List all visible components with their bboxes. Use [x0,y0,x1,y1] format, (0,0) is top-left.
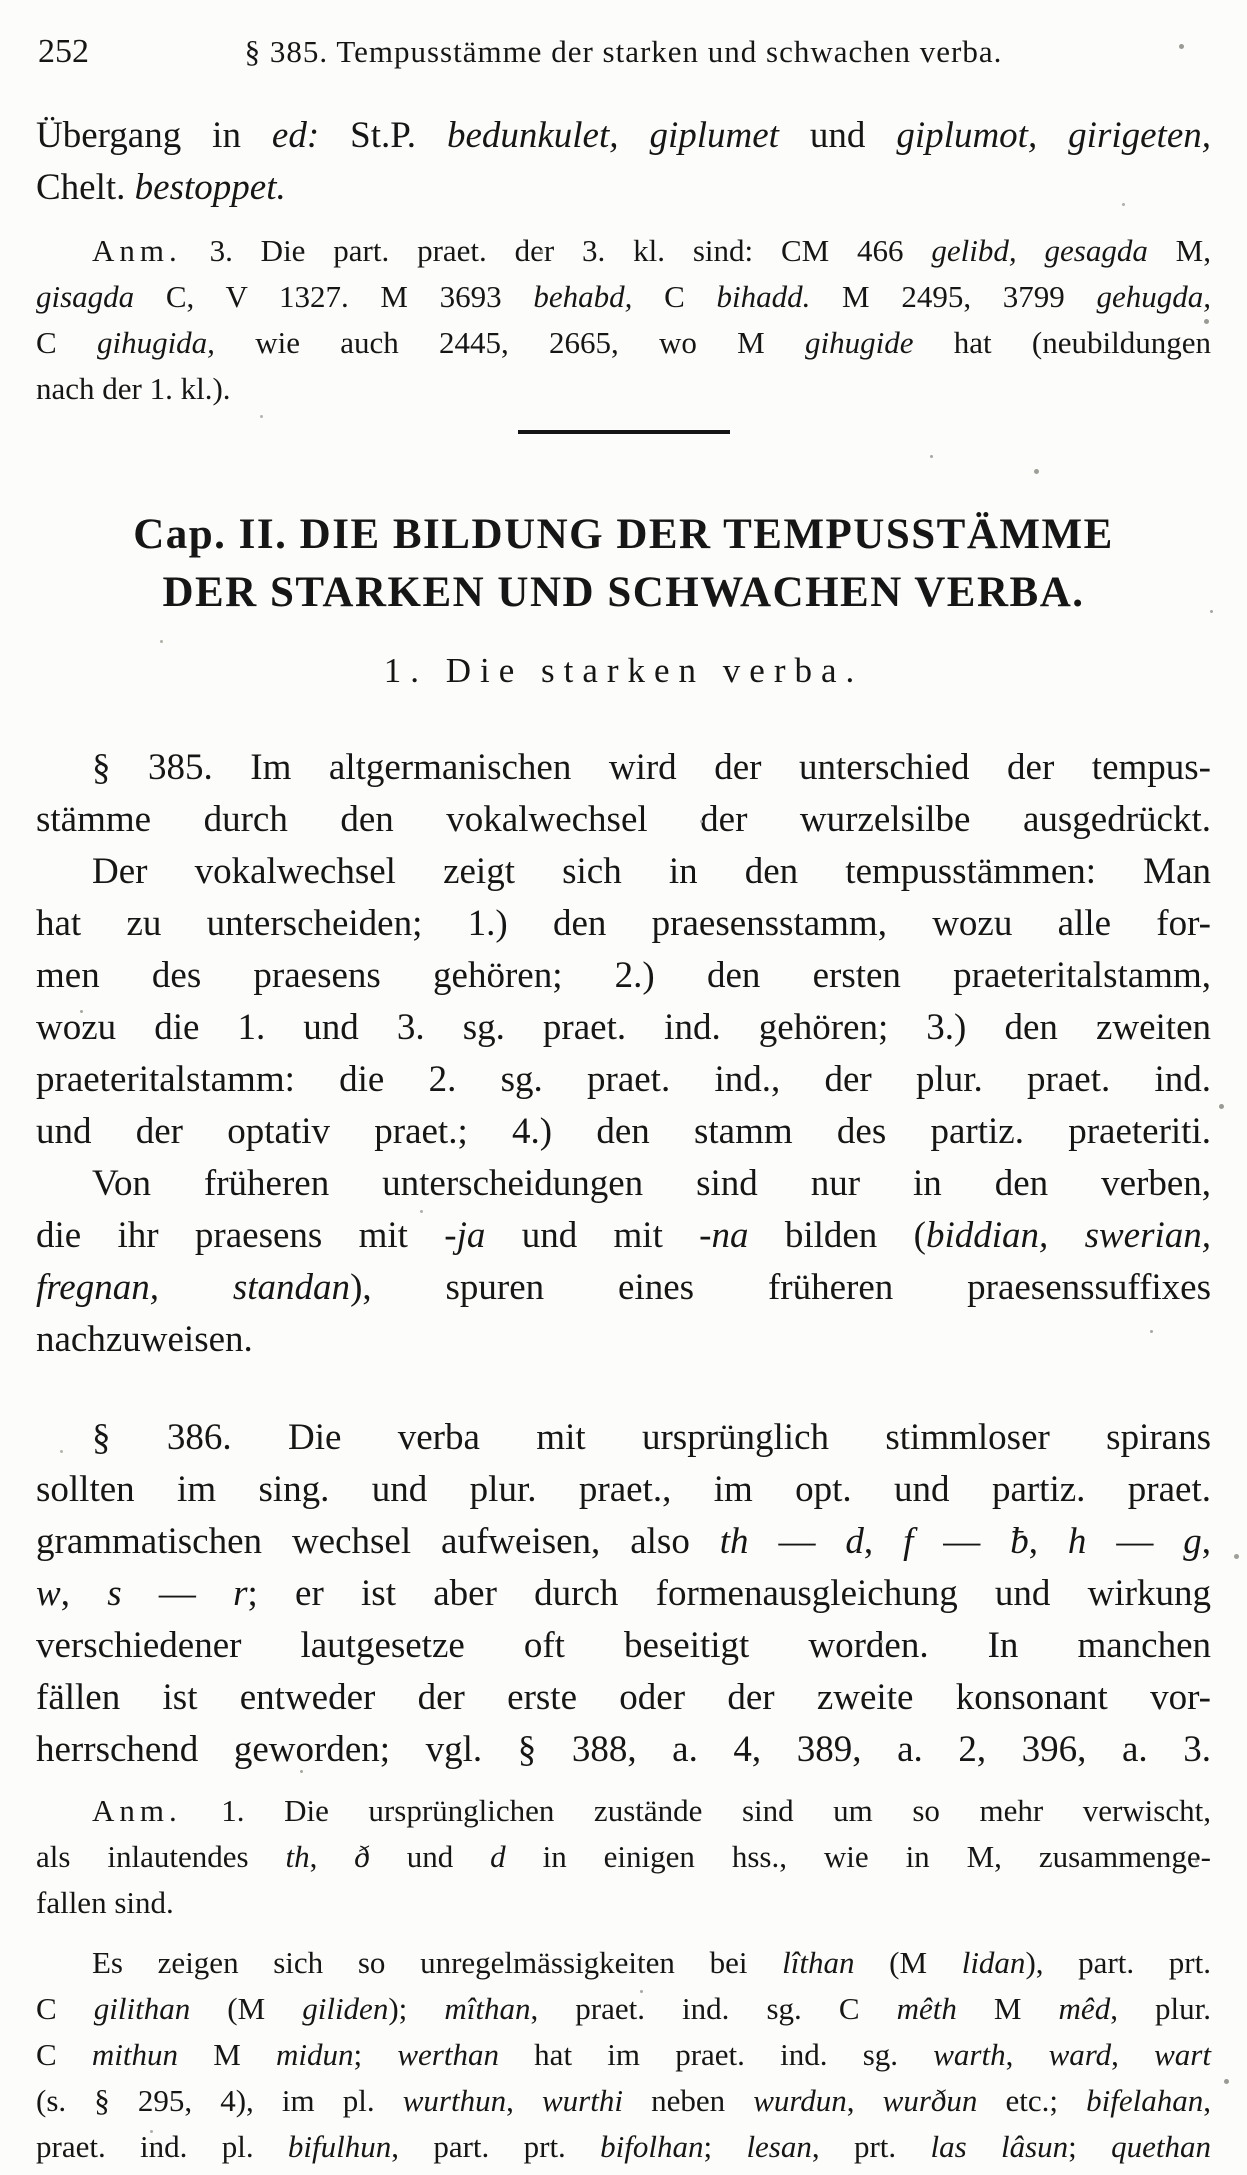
italic-term: ƀ [1010,1521,1029,1562]
page-number: 252 [38,33,89,70]
italic-term: giplumot, [896,115,1038,156]
text-run: § 386. Die verba mit ursprünglich stimmloser spirans [92,1417,1211,1458]
italic-term: quethan [1111,2129,1211,2164]
text-line [36,320,1211,366]
text-run: , praet. ind. sg. C [530,1991,897,2026]
text-run: , [1111,2037,1155,2072]
italic-term: wurðun [882,2083,978,2118]
text-line [36,950,1211,1002]
text-run: men des praesens gehören; 2.) den ersten praeteritalstamm, [36,955,1211,996]
text-run: M [178,2037,277,2072]
text-run [619,115,650,156]
text-line [36,1106,1211,1158]
text-run: ; [703,2129,747,2164]
text-run: St.P. [319,115,447,156]
text-run: C, V 1327. M 3693 [134,279,534,314]
text-run: M [956,1991,1059,2026]
italic-term: w [36,1573,61,1614]
text-run: praeteritalstamm: die 2. sg. praet. ind., der plur. praet. ind. [36,1059,1211,1100]
text-run: ), part. prt. [1025,1945,1211,1980]
text-run: Es zeigen sich so unregelmässigkeiten bei [92,1945,783,1980]
text-run: in einigen hss., wie in M, zusammenge- [505,1839,1212,1874]
text-run: , part. prt. [391,2129,601,2164]
text-line [36,1788,1211,1834]
text-run: , plur. [1110,1991,1211,2026]
text-run: sollten im sing. und plur. praet., im opt. und partiz. praet. [36,1469,1211,1510]
text-line [36,1210,1211,1262]
italic-term: gisagda [36,279,135,314]
text-run: ; er ist aber durch formenausgleichung und wirkung [247,1573,1212,1614]
text-run: neben [622,2083,754,2118]
text-line [36,846,1211,898]
text-line [36,1516,1211,1568]
text-run: , [309,1839,355,1874]
italic-term: s [107,1573,122,1614]
italic-term: wurthi [541,2083,623,2118]
text-run: nach der 1. kl.). [36,371,231,406]
text-run: C [36,2037,92,2072]
text-line [36,1464,1211,1516]
text-run: stämme durch den vokalwechsel der wurzelsilbe ausgedrückt. [36,799,1211,840]
italic-term: standan [232,1267,351,1308]
text-line [36,742,1211,794]
italic-term: g [1183,1521,1202,1562]
text-line [36,1412,1211,1464]
text-run: (M [854,1945,962,1980]
text-run: wie auch 2445, 2665, wo M [214,325,806,360]
text-line [36,1002,1211,1054]
text-run: M, [1147,233,1211,268]
italic-term: warth [933,2037,1006,2072]
italic-term: bifolhan [600,2129,704,2164]
text-line [36,898,1211,950]
text-run: — [913,1521,1011,1562]
text-run: Anm. [92,233,182,268]
italic-term: lidan [961,1945,1026,1980]
text-run: Übergang in [36,115,272,156]
italic-term: giliden [302,1991,389,2026]
text-line [36,1158,1211,1210]
text-run: verschiedener lautgesetze oft beseitigt worden. In manchen [36,1625,1211,1666]
text-line [36,1672,1211,1724]
text-line [36,162,1211,214]
italic-term: d [490,1839,506,1874]
text-run: Von früheren unterscheidungen sind nur in den verben, [92,1163,1211,1204]
italic-term: swerian, [1084,1215,1211,1256]
text-run: C [632,279,717,314]
text-run: 3. Die part. praet. der 3. kl. sind: CM 466 [181,233,932,268]
italic-term: gihugida, [96,325,215,360]
text-run: , [1005,2037,1049,2072]
text-run: — [121,1573,234,1614]
italic-term: wurthun [402,2083,507,2118]
italic-term: wurdun [753,2083,847,2118]
italic-term: lesan [746,2129,812,2164]
text-run: fällen ist entweder der erste oder der zweite konsonant vor- [36,1677,1211,1718]
text-run: Anm. [92,1793,182,1828]
text-run [159,1267,233,1308]
text-run: nachzuweisen. [36,1319,253,1360]
text-run: 1. Die ursprünglichen zustände sind um so mehr verwischt, [181,1793,1211,1828]
text-run: C [36,325,97,360]
text-run: — [748,1521,846,1562]
italic-term: lîthan [782,1945,855,1980]
italic-term: f [903,1521,914,1562]
text-line [36,1568,1211,1620]
paragraph [36,742,1211,846]
text-run: praet. ind. pl. [36,2129,288,2164]
italic-term: -na [699,1215,749,1256]
italic-term: las lâsun [930,2129,1069,2164]
text-line [36,1986,1211,2032]
text-run: und [369,1839,491,1874]
italic-term: gilithan [93,1991,191,2026]
text-run: , [1201,1521,1212,1562]
text-run: als inlautendes [36,1839,286,1874]
italic-term: wart [1154,2037,1211,2072]
italic-term: bestoppet. [134,167,286,208]
text-line [36,1314,1211,1366]
text-line [36,1724,1211,1776]
text-run: fallen sind. [36,1885,174,1920]
chapter-heading [36,506,1211,622]
paragraph [36,110,1211,214]
running-head: § 385. Tempusstämme der starken und schwachen verba. [244,34,1003,69]
text-run: ; [1068,2129,1112,2164]
text-run: und [778,115,897,156]
text-run: , [1203,2083,1212,2118]
italic-term: midun [276,2037,354,2072]
text-run: ; [353,2037,398,2072]
page-header [36,28,1211,76]
italic-term: gehugda, [1096,279,1211,314]
italic-term: ward [1048,2037,1112,2072]
body-text [36,110,1211,2170]
text-run: hat (neubildungen [913,325,1211,360]
text-run: — [1086,1521,1184,1562]
text-run: (M [190,1991,303,2026]
text-line [36,2078,1211,2124]
italic-term: gihugide [805,325,914,360]
text-run: ), spuren eines früheren praesenssuffixes [350,1267,1212,1308]
paragraph [36,1158,1211,1366]
italic-term: gesagda [1044,233,1148,268]
text-line [36,1054,1211,1106]
text-run: ); [388,1991,445,2026]
paragraph [36,1940,1211,2170]
italic-term: giplumet [649,115,779,156]
text-run: und mit [485,1215,700,1256]
text-run: herrschend geworden; vgl. § 388, a. 4, 389, a. 2, 396, a. 3. [36,1729,1211,1770]
italic-term: mêth [896,1991,957,2026]
text-run: , [1028,1521,1068,1562]
text-line [36,1262,1211,1314]
text-run: , [846,2083,883,2118]
chapter-heading-line: DER STARKEN UND SCHWACHEN VERBA. [162,569,1085,616]
italic-term: behabd, [533,279,633,314]
italic-term: ed: [271,115,320,156]
paragraph [36,228,1211,412]
text-run: , [60,1573,108,1614]
text-run: C [36,1991,94,2026]
text-run: etc.; [977,2083,1087,2118]
paragraph [36,846,1211,1158]
italic-term: h [1067,1521,1087,1562]
italic-term: bifelahan [1086,2083,1204,2118]
text-line [36,794,1211,846]
text-run: , prt. [811,2129,931,2164]
text-line [36,366,1211,412]
text-run: (s. § 295, 4), im pl. [36,2083,403,2118]
text-run: , [506,2083,542,2118]
italic-term: werthan [397,2037,499,2072]
text-run [1048,1215,1084,1256]
text-run: hat zu unterscheiden; 1.) den praesensstamm, wozu alle for- [36,903,1211,944]
paragraph [36,1788,1211,1926]
italic-term: ð [354,1839,370,1874]
text-line [36,2032,1211,2078]
text-run: die ihr praesens mit [36,1215,445,1256]
section-heading: 1. Die starken verba. [383,651,864,690]
italic-term: th [285,1839,310,1874]
text-run: M 2495, 3799 [810,279,1097,314]
italic-term: th [719,1521,749,1562]
italic-term: d [845,1521,864,1562]
paragraph [36,1412,1211,1776]
italic-term: mithun [91,2037,179,2072]
text-line [36,2124,1211,2170]
text-run: bilden ( [748,1215,926,1256]
text-line [36,1620,1211,1672]
text-line [36,1940,1211,1986]
italic-term: gelibd, [931,233,1017,268]
italic-term: bedunkulet, [446,115,619,156]
text-run: grammatischen wechsel aufweisen, also [36,1521,720,1562]
chapter-heading-line: Cap. II. DIE BILDUNG DER TEMPUSSTÄMME [133,511,1114,558]
text-run: Der vokalwechsel zeigt sich in den tempusstämmen: Man [92,851,1211,892]
italic-term: -ja [444,1215,486,1256]
text-line [36,274,1211,320]
text-run: hat im praet. ind. sg. [498,2037,934,2072]
italic-term: fregnan, [36,1267,159,1308]
italic-term: mêd [1058,1991,1111,2026]
text-line [36,1880,1211,1926]
section-divider [518,430,730,434]
text-run [1017,233,1045,268]
text-line [36,228,1211,274]
text-line [36,1834,1211,1880]
text-run: § 385. Im altgermanischen wird der unterschied der tempus- [92,747,1211,788]
text-run: Chelt. [36,167,135,208]
text-line [36,110,1211,162]
text-run: und der optativ praet.; 4.) den stamm des partiz. praeteriti. [36,1111,1211,1152]
text-run: , [863,1521,904,1562]
italic-term: biddian, [925,1215,1049,1256]
italic-term: mîthan [444,1991,531,2026]
italic-term: bifulhun [287,2129,392,2164]
italic-term: girigeten, [1068,115,1212,156]
text-run: wozu die 1. und 3. sg. praet. ind. gehören; 3.) den zweiten [36,1007,1211,1048]
italic-term: r [233,1573,248,1614]
italic-term: bihadd. [716,279,811,314]
text-run [1037,115,1068,156]
